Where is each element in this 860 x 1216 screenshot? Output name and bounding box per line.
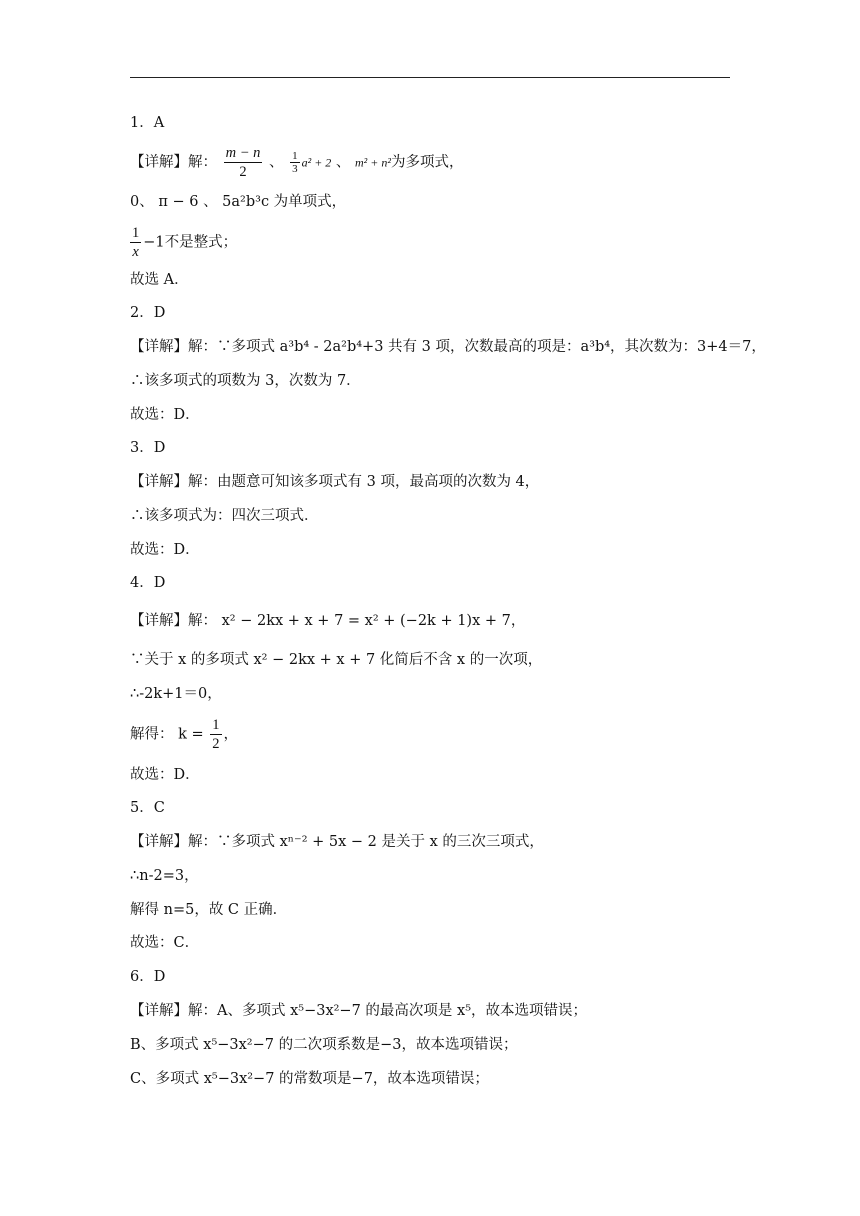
explanation-4-line-5: 故选：D．	[130, 767, 200, 783]
answer-6: 6．D	[130, 969, 166, 985]
explanation-5-line-2: ∴n-2=3，	[130, 868, 199, 884]
explanation-5-line-4: 故选：C．	[130, 935, 200, 951]
explanation-4-line-1: 【详解】解： x² − 2kx + x + 7 = x² + (−2k + 1)x + 7，	[130, 613, 526, 629]
explanation-1-line-2: 0、 π − 6 、 5a²b³c 为单项式，	[130, 194, 347, 210]
explanation-5-line-3: 解得 n=5，故 C 正确．	[130, 902, 288, 918]
fraction-m-minus-n-over-2: $\frac{m - n}{2}$	[225, 145, 261, 180]
explanation-4-line-4: 解得： k = $\frac{1}{2}$ ，	[130, 717, 239, 752]
explanation-3-line-2: ∴该多项式为：四次三项式．	[130, 508, 319, 524]
explanation-6-line-2: B、多项式 x⁵−3x²−7 的二次项系数是−3，故本选项错误；	[130, 1037, 518, 1053]
header-rule	[130, 77, 730, 78]
explanation-1-line-1: 【详解】解： $\frac{m - n}{2}$ 、 $\frac{1}{3}$ a² + 2 、 m² + n²为多项式，	[130, 145, 464, 180]
explanation-2-line-3: 故选：D．	[130, 407, 200, 423]
answer-2: 2．D	[130, 305, 166, 321]
fraction-one-third: $\frac{1}{3}$	[292, 150, 298, 175]
explanation-2-line-2: ∴该多项式的项数为 3，次数为 7．	[130, 373, 361, 389]
explanation-5-line-1: 【详解】解：∵多项式 xⁿ⁻² + 5x − 2 是关于 x 的三次三项式，	[130, 834, 544, 850]
fraction-one-half: $\frac{1}{2}$	[212, 717, 220, 752]
explanation-1-line-3: $\frac{1}{x}$ −1不是整式；	[132, 225, 238, 260]
explanation-2-line-1: 【详解】解：∵多项式 a³b⁴ - 2a²b⁴+3 共有 3 项，次数最高的项是：a³b⁴，其次数为：3+4＝7，	[130, 339, 766, 355]
answer-1: 1．A	[130, 115, 165, 131]
explanation-4-line-3: ∴-2k+1＝0，	[130, 686, 222, 702]
answer-5: 5．C	[130, 800, 165, 816]
answer-4: 4．D	[130, 575, 166, 591]
explanation-3-line-3: 故选：D．	[130, 542, 200, 558]
explanation-3-line-1: 【详解】解：由题意可知该多项式有 3 项，最高项的次数为 4，	[130, 474, 540, 490]
explanation-1-line-4: 故选 A．	[130, 272, 189, 288]
answer-3: 3．D	[130, 440, 166, 456]
fraction-one-over-x: $\frac{1}{x}$	[132, 225, 140, 260]
explanation-4-line-2: ∵关于 x 的多项式 x² − 2kx + x + 7 化简后不含 x 的一次项，	[130, 652, 543, 668]
explanation-6-line-3: C、多项式 x⁵−3x²−7 的常数项是−7，故本选项错误；	[130, 1071, 489, 1087]
explanation-6-line-1: 【详解】解：A、多项式 x⁵−3x²−7 的最高次项是 x⁵，故本选项错误；	[130, 1003, 588, 1019]
